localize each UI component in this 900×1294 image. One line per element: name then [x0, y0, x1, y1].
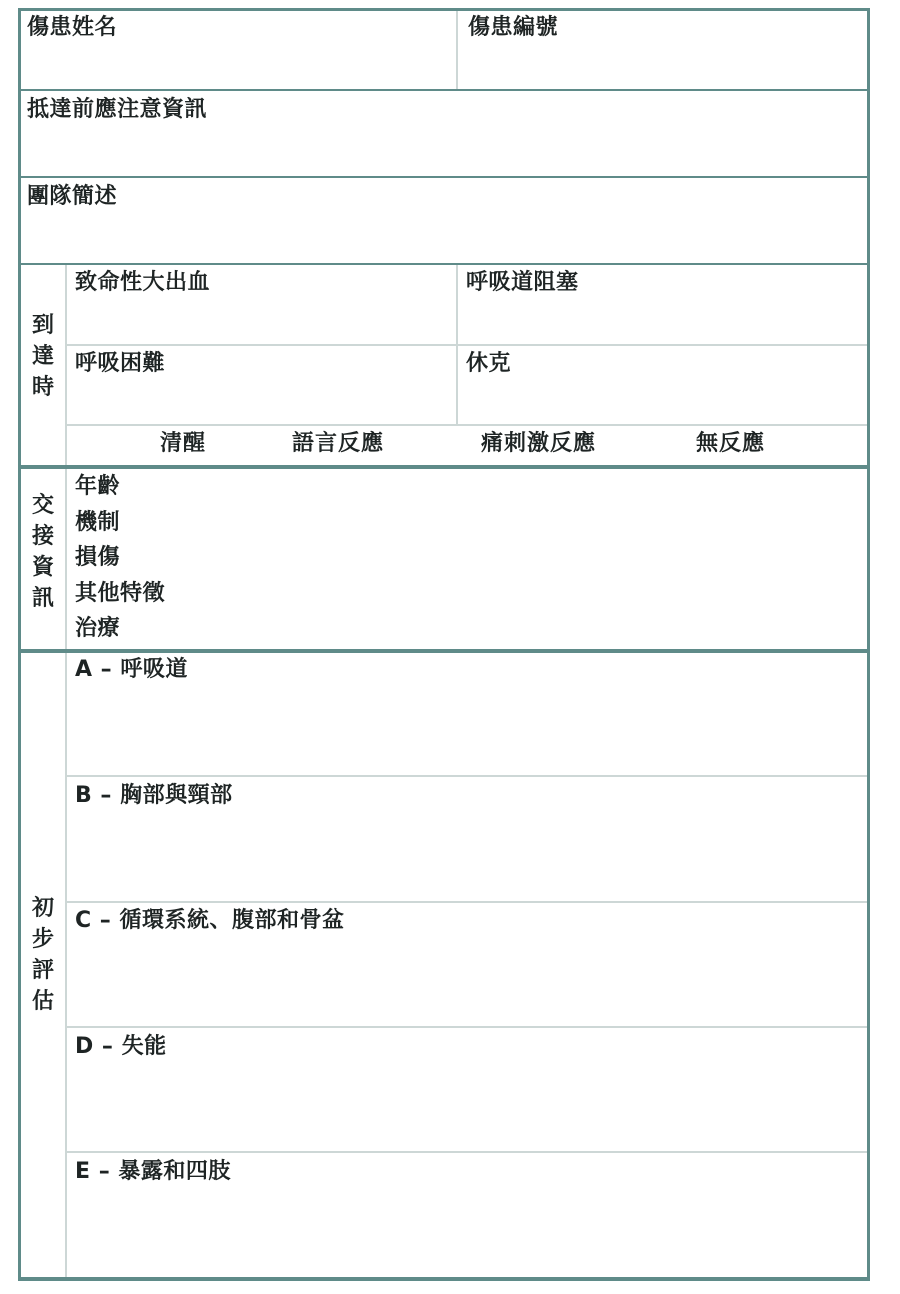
side-char: 達: [31, 344, 54, 369]
shock-label: 休克: [466, 351, 512, 376]
survey-chest-neck-label: B – 胸部與頸部: [75, 783, 233, 808]
handover-item-age: 年齡: [75, 474, 121, 499]
side-char: 接: [31, 524, 54, 549]
side-char: 評: [31, 958, 54, 983]
handover-items: [75, 474, 165, 652]
survey-exposure-label: E – 暴露和四肢: [75, 1159, 231, 1184]
shock-field[interactable]: [458, 346, 867, 424]
avpu-pain-option[interactable]: 痛刺激反應: [481, 431, 597, 456]
side-char: 訊: [31, 586, 54, 611]
side-char: 資: [31, 555, 54, 580]
side-char: 估: [31, 989, 54, 1014]
arrival-side-label: [21, 310, 65, 403]
patient-id-label: 傷患編號: [468, 15, 559, 40]
survey-disability-label: D – 失能: [75, 1034, 167, 1059]
side-char: 交: [31, 493, 54, 518]
avpu-alert-option[interactable]: 清醒: [160, 431, 207, 456]
form-border-bottom: [18, 1277, 870, 1281]
primary-survey-side-label: [21, 893, 65, 1017]
form-border-right: [867, 8, 870, 1281]
handover-item-injuries: 損傷: [75, 545, 121, 570]
avpu-unresponsive-option[interactable]: 無反應: [696, 431, 766, 456]
breathing-difficulty-label: 呼吸困難: [75, 351, 166, 376]
handover-item-treatment: 治療: [75, 616, 121, 641]
side-char: 到: [31, 313, 54, 338]
handover-item-signs: 其他特徵: [75, 580, 166, 606]
divider: [66, 424, 867, 426]
disability-assessment-field[interactable]: [67, 1028, 867, 1151]
handover-side-label: [21, 490, 65, 614]
patient-name-label: 傷患姓名: [27, 15, 118, 40]
airway-obstruction-label: 呼吸道阻塞: [466, 270, 579, 295]
side-char: 時: [31, 375, 54, 400]
side-char: 初: [31, 896, 54, 921]
side-char: 步: [31, 927, 54, 952]
survey-airway-label: A – 呼吸道: [75, 657, 188, 682]
handover-item-mechanism: 機制: [75, 509, 121, 535]
survey-circulation-label: C – 循環系統、腹部和骨盆: [75, 908, 345, 933]
team-brief-label: 團隊簡述: [27, 184, 118, 209]
catastrophic-bleeding-label: 致命性大出血: [75, 270, 211, 295]
team-brief-field[interactable]: [21, 178, 867, 263]
pre-arrival-label: 抵達前應注意資訊: [27, 97, 208, 122]
handover-info-field[interactable]: [67, 469, 867, 649]
avpu-voice-option[interactable]: 語言反應: [292, 431, 385, 456]
